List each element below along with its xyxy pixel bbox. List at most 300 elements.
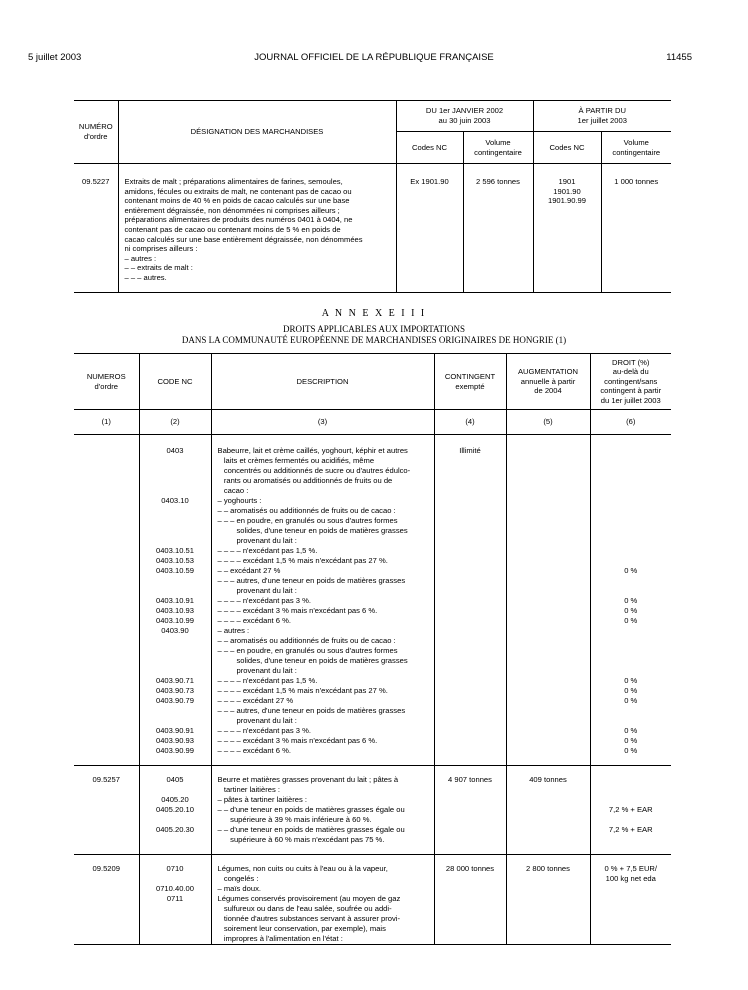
row-code-nc: 0710: [139, 855, 211, 875]
row-code-nc: [139, 586, 211, 596]
row-droit: [590, 904, 671, 914]
row-augmentation: [506, 626, 590, 636]
row-droit: [590, 435, 671, 457]
row-description: supérieure à 60 % mais n'excédant pas 75 %.: [211, 835, 434, 855]
row-description: – – – autres, d'une teneur en poids de matières grasses: [211, 576, 434, 586]
row-description: – – aromatisés ou additionnés de fruits ou de cacao :: [211, 506, 434, 516]
row-augmentation: [506, 716, 590, 726]
header-period-2: À PARTIR DU 1er juillet 2003: [533, 101, 671, 132]
row-description: – – – – n'excédant pas 3 %.: [211, 726, 434, 736]
row-numero: [74, 716, 139, 726]
row-contingent: [434, 596, 506, 606]
table-row: [74, 596, 671, 606]
row-contingent: [434, 556, 506, 566]
row-numero: [74, 566, 139, 576]
row-numero: 09.5257: [74, 766, 139, 786]
row-numero: [74, 746, 139, 766]
tariff-group: [74, 855, 671, 945]
table-row: [74, 506, 671, 516]
row-droit: [590, 626, 671, 636]
table-row: [74, 476, 671, 486]
row-augmentation: [506, 835, 590, 855]
row-numero: [74, 606, 139, 616]
table-row: [74, 646, 671, 656]
row-augmentation: 2 800 tonnes: [506, 855, 590, 875]
row-augmentation: 409 tonnes: [506, 766, 590, 786]
row-description: – pâtes à tartiner laitières :: [211, 795, 434, 805]
row-augmentation: [506, 546, 590, 556]
row-codes-1: Ex 1901.90: [396, 164, 463, 293]
row-contingent: [434, 884, 506, 894]
row-contingent: [434, 805, 506, 815]
row-numero: [74, 914, 139, 924]
row-droit: [590, 716, 671, 726]
table-row: [74, 914, 671, 924]
row-augmentation: [506, 726, 590, 736]
row-droit: [590, 506, 671, 516]
row-code-nc: 0403.90.93: [139, 736, 211, 746]
row-augmentation: [506, 874, 590, 884]
row-augmentation: [506, 556, 590, 566]
table-row: [74, 825, 671, 835]
row-numero: [74, 486, 139, 496]
row-droit: 0 %: [624, 616, 638, 625]
row-contingent: [434, 566, 506, 576]
row-code-nc: [139, 666, 211, 676]
row-numero: [74, 686, 139, 696]
designation-line: – – extraits de malt :: [124, 263, 193, 273]
table-row: [74, 815, 671, 825]
row-description: solides, d'une teneur en poids de matières grasses: [211, 526, 434, 536]
row-augmentation: [506, 825, 590, 835]
row-description: – – – en poudre, en granulés ou sous d'autres formes: [211, 646, 434, 656]
designation-line: entièrement dégraissée, non dénommées ni comprises ailleurs ;: [124, 205, 340, 215]
table-row: [74, 894, 671, 904]
row-augmentation: [506, 506, 590, 516]
header-contingent: CONTINGENT exempté: [434, 354, 506, 410]
row-droit: [590, 646, 671, 656]
row-code-nc: [139, 716, 211, 726]
row-augmentation: [506, 496, 590, 506]
row-numero: [74, 736, 139, 746]
row-contingent: [434, 894, 506, 904]
row-augmentation: [506, 596, 590, 606]
row-code-nc: 0403.10.91: [139, 596, 211, 606]
row-contingent: [434, 716, 506, 726]
row-description: tionnée d'autres substances servant à assurer provi-: [211, 914, 434, 924]
row-droit: [590, 576, 671, 586]
row-description: rants ou aromatisés ou additionnés de fruits ou de: [211, 476, 434, 486]
row-code-nc: 0403.90: [139, 626, 211, 636]
row-code-nc: [139, 924, 211, 934]
journal-title: JOURNAL OFFICIEL DE LA RÉPUBLIQUE FRANÇAISE: [254, 52, 494, 63]
row-code-nc: 0403.90.91: [139, 726, 211, 736]
table-row: [74, 536, 671, 546]
row-numero: [74, 934, 139, 945]
annex-subtitle-2: DANS LA COMMUNAUTÉ EUROPÉENNE DE MARCHANDISES ORIGINAIRES DE HONGRIE (1): [181, 335, 567, 345]
table-row: [74, 616, 671, 626]
row-description: – – – – excédant 1,5 % mais n'excédant pas 27 %.: [211, 686, 434, 696]
row-code-nc: 0403.10.59: [139, 566, 211, 576]
annex-title: A N N E X E I I I: [321, 308, 427, 319]
table-row: [74, 666, 671, 676]
row-description: – – d'une teneur en poids de matières grasses égale ou: [211, 825, 434, 835]
row-augmentation: [506, 785, 590, 795]
row-code-nc: [139, 466, 211, 476]
row-augmentation: [506, 736, 590, 746]
row-code-nc: 0403.90.79: [139, 696, 211, 706]
row-code-nc: 0405.20.10: [139, 805, 211, 815]
row-droit: [590, 785, 671, 795]
row-numero: [74, 795, 139, 805]
designation-line: – – – autres.: [124, 272, 167, 282]
row-numero: [74, 626, 139, 636]
row-code-nc: [139, 646, 211, 656]
row-description: – – – – excédant 3 % mais n'excédant pas 6 %.: [211, 736, 434, 746]
table-row: [74, 626, 671, 636]
row-description: supérieure à 39 % mais inférieure à 60 %.: [211, 815, 434, 825]
row-description: – – – – n'excédant pas 1,5 %.: [211, 546, 434, 556]
table-row: [74, 855, 671, 875]
row-droit: [590, 546, 671, 556]
row-code-nc: 0405: [139, 766, 211, 786]
row-code-nc: [139, 874, 211, 884]
row-numero: [74, 636, 139, 646]
designation-line: cacao calculés sur une base entièrement dégraissée, non dénommées: [124, 234, 363, 244]
row-contingent: [434, 696, 506, 706]
row-augmentation: [506, 805, 590, 815]
table-row: [74, 586, 671, 596]
row-description: solides, d'une teneur en poids de matières grasses: [211, 656, 434, 666]
row-contingent: [434, 536, 506, 546]
row-augmentation: [506, 636, 590, 646]
table-row: [74, 546, 671, 556]
row-code-nc: 0403.10.51: [139, 546, 211, 556]
row-numero: [74, 646, 139, 656]
row-code-nc: 0403.10.99: [139, 616, 211, 626]
row-description: Légumes conservés provisoirement (au moyen de gaz: [211, 894, 434, 904]
table-row: [74, 795, 671, 805]
row-contingent: [434, 904, 506, 914]
table-row: [74, 934, 671, 945]
row-droit: 0 %: [624, 566, 638, 575]
table-row: [74, 466, 671, 476]
row-augmentation: [506, 476, 590, 486]
header-designation: DÉSIGNATION DES MARCHANDISES: [118, 101, 396, 164]
tariff-group: [74, 766, 671, 855]
row-contingent: [434, 546, 506, 556]
row-numero: [74, 904, 139, 914]
row-augmentation: [506, 666, 590, 676]
row-contingent: [434, 924, 506, 934]
row-contingent: [434, 496, 506, 506]
row-droit: 0 %: [624, 606, 638, 615]
row-contingent: [434, 636, 506, 646]
row-description: – – – autres, d'une teneur en poids de matières grasses: [211, 706, 434, 716]
row-numero: [74, 435, 139, 457]
row-code-nc: [139, 476, 211, 486]
row-description: – – aromatisés ou additionnés de fruits ou de cacao :: [211, 636, 434, 646]
row-numero: [74, 496, 139, 506]
row-description: – yoghourts :: [211, 496, 434, 506]
row-numero: [74, 526, 139, 536]
row-droit: [590, 934, 671, 945]
row-contingent: 28 000 tonnes: [434, 855, 506, 875]
row-augmentation: [506, 686, 590, 696]
table-row: [74, 526, 671, 536]
row-contingent: [434, 456, 506, 466]
row-description: – maïs doux.: [211, 884, 434, 894]
row-description: sulfureux ou dans de l'eau salée, soufrée ou addi-: [211, 904, 434, 914]
row-augmentation: [506, 566, 590, 576]
row-code-nc: [139, 706, 211, 716]
row-code-nc: 0710.40.00: [139, 884, 211, 894]
row-codes-2: 1901 1901.90 1901.90.99: [533, 164, 601, 293]
row-code-nc: [139, 785, 211, 795]
row-droit: [590, 466, 671, 476]
row-volume-1: 2 596 tonnes: [463, 164, 533, 293]
row-description: impropres à l'alimentation en l'état :: [211, 934, 434, 945]
row-contingent: [434, 576, 506, 586]
row-code-nc: [139, 526, 211, 536]
row-contingent: [434, 914, 506, 924]
row-augmentation: [506, 536, 590, 546]
row-numero: [74, 596, 139, 606]
row-droit: 0 %: [624, 696, 638, 705]
row-contingent: [434, 835, 506, 855]
row-code-nc: [139, 835, 211, 855]
row-contingent: [434, 486, 506, 496]
row-numero: [74, 924, 139, 934]
table-row: [74, 496, 671, 506]
row-augmentation: [506, 795, 590, 805]
row-code-nc: 0711: [139, 894, 211, 904]
col-number: (5): [506, 410, 590, 435]
row-droit: 0 %: [624, 736, 638, 745]
row-numero: [74, 894, 139, 904]
table-row: [74, 656, 671, 666]
table-row: [74, 576, 671, 586]
row-code-nc: 0403.90.71: [139, 676, 211, 686]
row-description: – autres :: [211, 626, 434, 636]
row-numero: [74, 825, 139, 835]
row-description: cacao :: [211, 486, 434, 496]
row-code-nc: 0403.10.53: [139, 556, 211, 566]
row-droit: [590, 496, 671, 506]
row-droit: [590, 636, 671, 646]
header-period-1: DU 1er JANVIER 2002 au 30 juin 2003: [396, 101, 533, 132]
table-row: [74, 456, 671, 466]
table-row: [74, 696, 671, 706]
row-code-nc: [139, 486, 211, 496]
row-description: Babeurre, lait et crème caillés, yoghourt, képhir et autres: [211, 435, 434, 457]
row-numero: 09.5227: [74, 164, 118, 293]
row-droit: [590, 656, 671, 666]
row-augmentation: [506, 914, 590, 924]
row-numero: [74, 506, 139, 516]
row-numero: [74, 546, 139, 556]
row-code-nc: [139, 576, 211, 586]
row-droit: [590, 894, 671, 904]
table-row: [74, 884, 671, 894]
row-code-nc: [139, 636, 211, 646]
tariff-group: [74, 435, 671, 766]
row-contingent: [434, 785, 506, 795]
row-description: – – – – excédant 27 %: [211, 696, 434, 706]
row-numero: [74, 576, 139, 586]
row-description: provenant du lait :: [211, 536, 434, 546]
row-numero: 09.5209: [74, 855, 139, 875]
row-augmentation: [506, 924, 590, 934]
row-droit: 7,2 % + EAR: [608, 825, 653, 834]
row-description: – – d'une teneur en poids de matières grasses égale ou: [211, 805, 434, 815]
row-augmentation: [506, 696, 590, 706]
row-description: soirement leur conservation, par exemple), mais: [211, 924, 434, 934]
col-number: (1): [74, 410, 139, 435]
row-augmentation: [506, 576, 590, 586]
designation-line: – autres :: [124, 253, 157, 263]
row-numero: [74, 456, 139, 466]
table-row: [74, 785, 671, 795]
row-numero: [74, 536, 139, 546]
row-description: congelés :: [211, 874, 434, 884]
row-code-nc: 0405.20.30: [139, 825, 211, 835]
row-droit: 0 %: [590, 746, 671, 766]
row-description: laits et crèmes fermentés ou acidifiés, même: [211, 456, 434, 466]
row-augmentation: [506, 526, 590, 536]
row-description: – – – – excédant 1,5 % mais n'excédant pas 27 %.: [211, 556, 434, 566]
header-description: DESCRIPTION: [211, 354, 434, 410]
row-numero: [74, 874, 139, 884]
table-row: [74, 566, 671, 576]
row-droit: [590, 815, 671, 825]
row-droit: [590, 516, 671, 526]
row-contingent: [434, 646, 506, 656]
row-description: – – – – excédant 3 % mais n'excédant pas 6 %.: [211, 606, 434, 616]
row-droit: [590, 666, 671, 676]
row-code-nc: [139, 536, 211, 546]
row-code-nc: [139, 914, 211, 924]
row-description: – – – – excédant 6 %.: [211, 746, 434, 766]
row-droit: [590, 835, 671, 855]
row-contingent: [434, 586, 506, 596]
table-row: [74, 516, 671, 526]
row-code-nc: 0403.90.73: [139, 686, 211, 696]
designation-line: préparations alimentaires de produits des numéros 0401 à 0404, ne: [124, 215, 353, 225]
row-description: provenant du lait :: [211, 716, 434, 726]
row-droit: [590, 924, 671, 934]
header-codes-nc: Codes NC: [396, 132, 463, 164]
col-number: (4): [434, 410, 506, 435]
row-numero: [74, 815, 139, 825]
row-numero: [74, 556, 139, 566]
row-designation: [118, 164, 396, 293]
row-numero: [74, 516, 139, 526]
row-droit: 0 %: [624, 726, 638, 735]
row-code-nc: [139, 904, 211, 914]
col-number: (2): [139, 410, 211, 435]
header-numeros: NUMEROS d'ordre: [74, 354, 139, 410]
row-contingent: [434, 656, 506, 666]
row-numero: [74, 466, 139, 476]
row-augmentation: [506, 606, 590, 616]
row-contingent: [434, 676, 506, 686]
row-augmentation: [506, 656, 590, 666]
row-augmentation: [506, 516, 590, 526]
header-volume: Volume contingentaire: [463, 132, 533, 164]
row-augmentation: [506, 815, 590, 825]
row-contingent: [434, 626, 506, 636]
row-numero: [74, 785, 139, 795]
col-number: (3): [211, 410, 434, 435]
row-droit: [590, 706, 671, 716]
row-contingent: [434, 736, 506, 746]
row-augmentation: [506, 456, 590, 466]
table-row: [74, 805, 671, 815]
table-row: [74, 874, 671, 884]
row-description: provenant du lait :: [211, 586, 434, 596]
row-contingent: [434, 874, 506, 884]
row-augmentation: [506, 884, 590, 894]
row-contingent: [434, 825, 506, 835]
row-numero: [74, 676, 139, 686]
row-numero: [74, 706, 139, 716]
row-augmentation: [506, 616, 590, 626]
table-row: [74, 676, 671, 686]
row-droit: [590, 586, 671, 596]
row-contingent: [434, 706, 506, 716]
table-row: [74, 835, 671, 855]
row-description: concentrés ou additionnés de sucre ou d'autres édulco-: [211, 466, 434, 476]
row-numero: [74, 726, 139, 736]
row-droit: [590, 556, 671, 566]
table-row: [74, 924, 671, 934]
row-droit: [590, 486, 671, 496]
table-row: [74, 686, 671, 696]
row-contingent: [434, 795, 506, 805]
designation-line: contenant moins de 40 % en poids de cacao calculés sur une base: [124, 196, 350, 206]
row-droit: [590, 536, 671, 546]
row-contingent: [434, 506, 506, 516]
row-droit: 0 %: [624, 676, 638, 685]
table-row: [74, 486, 671, 496]
row-droit: [590, 526, 671, 536]
row-description: Légumes, non cuits ou cuits à l'eau ou à la vapeur,: [211, 855, 434, 875]
header-augmentation: AUGMENTATION annuelle à partir de 2004: [506, 354, 590, 410]
row-numero: [74, 616, 139, 626]
row-description: – – – – n'excédant pas 1,5 %.: [211, 676, 434, 686]
header-codes-nc: Codes NC: [533, 132, 601, 164]
row-code-nc: [139, 506, 211, 516]
row-contingent: [434, 466, 506, 476]
row-droit: 0 %: [624, 686, 638, 695]
row-description: – – – en poudre, en granulés ou sous d'autres formes: [211, 516, 434, 526]
row-description: tartiner laitières :: [211, 785, 434, 795]
header-code-nc: CODE NC: [139, 354, 211, 410]
table-row: [74, 636, 671, 646]
row-contingent: [434, 726, 506, 736]
row-augmentation: [506, 466, 590, 476]
table-row: [74, 746, 671, 766]
row-droit: 0 % + 7,5 EUR/: [604, 864, 658, 873]
row-code-nc: 0403.90.99: [139, 746, 211, 766]
row-description: – – – – n'excédant pas 3 %.: [211, 596, 434, 606]
row-contingent: 4 907 tonnes: [434, 766, 506, 786]
row-volume-2: 1 000 tonnes: [601, 164, 671, 293]
table-row: [74, 716, 671, 726]
table-row: [74, 904, 671, 914]
row-augmentation: [506, 904, 590, 914]
